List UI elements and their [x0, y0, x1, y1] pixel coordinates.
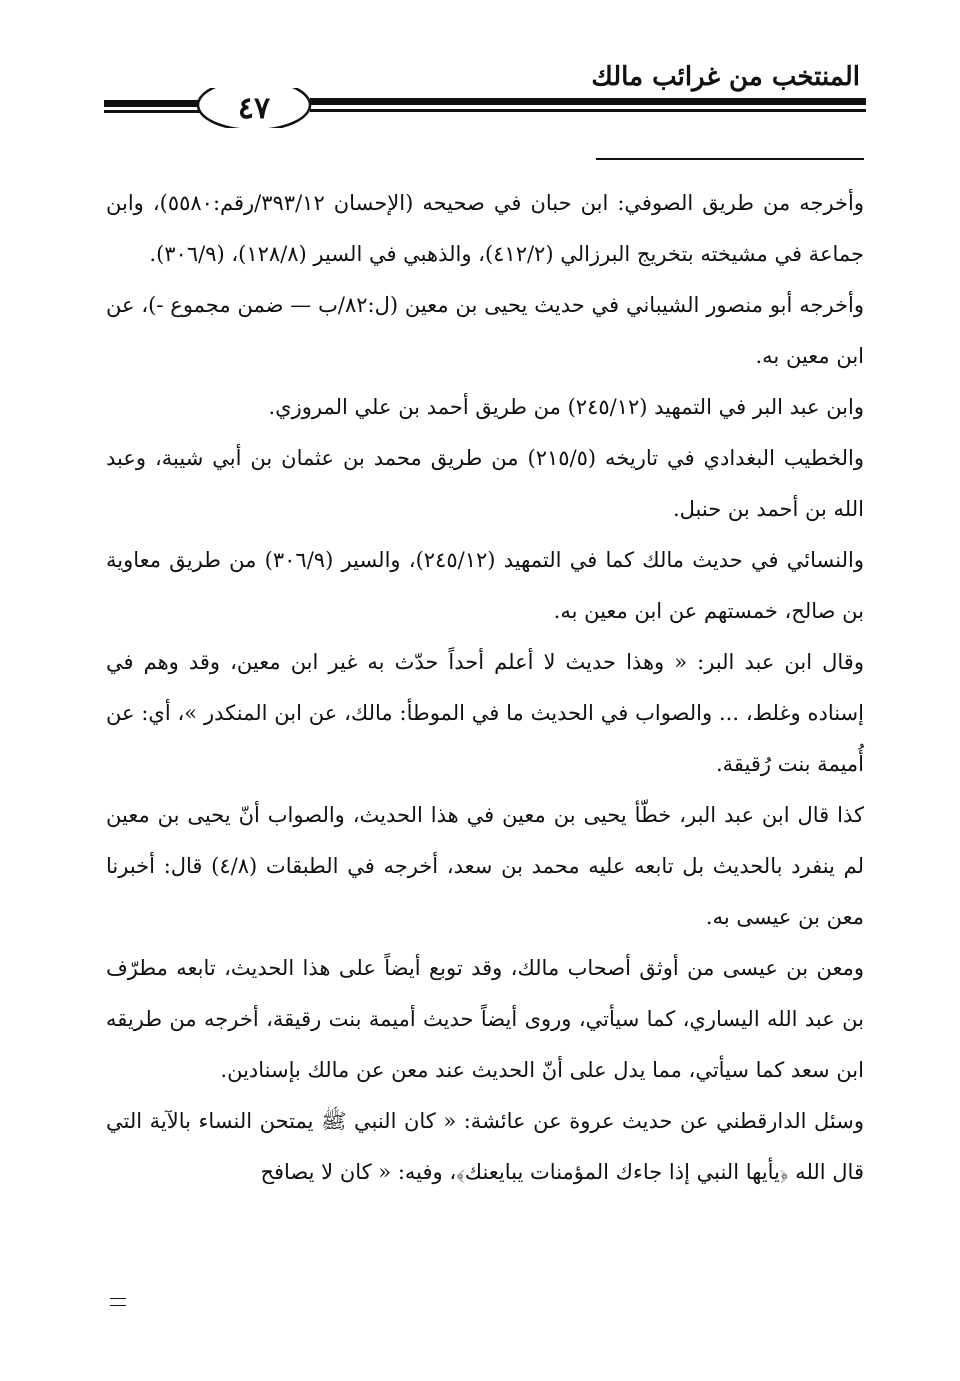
paragraph: ومعن بن عيسى من أوثق أصحاب مالك، وقد توبع أيضاً على هذا الحديث، تابعه مطرّف بن عبد الله اليساري، كما سيأتي، وروى أيضاً حديث أميمة بنت رقيقة، أخرجه من طريقه ابن سعد كما سيأتي، مما يدل على أنّ الحديث عند معن عن مالك بإسنادين.	[106, 956, 864, 1082]
page-number: ٤٧	[237, 90, 271, 126]
paragraph: وسئل الدارقطني عن حديث عروة عن عائشة: « كان النبي ﷺ يمتحن النساء بالآية التي قال الله ﴿يأيها النبي إذا جاءك المؤمنات يبايعنك﴾، وفيه: « كان لا يصافح	[106, 1109, 864, 1184]
paragraph: وابن عبد البر في التمهيد (٢٤٥/١٢) من طريق أحمد بن علي المروزي.	[268, 395, 864, 419]
paragraph: والخطيب البغدادي في تاريخه (٢١٥/٥) من طريق محمد بن عثمان بن أبي شيبة، وعبد الله بن أحمد بن حنبل.	[106, 446, 864, 521]
paragraph: والنسائي في حديث مالك كما في التمهيد (٢٤٥/١٢)، والسير (٣٠٦/٩) من طريق معاوية بن صالح، خمستهم عن ابن معين به.	[106, 548, 864, 623]
paragraph: كذا قال ابن عبد البر، خطّأ يحيى بن معين في هذا الحديث، والصواب أنّ يحيى بن معين لم ينفرد بالحديث بل تابعه عليه محمد بن سعد، أخرجه في الطبقات (٤/٨) قال: أخبرنا معن بن عيسى به.	[106, 803, 864, 929]
continuation-mark	[110, 1298, 126, 1306]
paragraph: وأخرجه أبو منصور الشيباني في حديث يحيى بن معين (ل:٨٢/ب — ضمن مجموع -)، عن ابن معين به.	[106, 293, 864, 368]
paragraph: وقال ابن عبد البر: « وهذا حديث لا أعلم أحداً حدّث به غير ابن معين، وقد وهم في إسناده وغلط، ... والصواب في الحديث ما في الموطأ: مالك، عن ابن المنكدر »، أي: عن أُميمة بنت رُقيقة.	[106, 650, 864, 776]
section-divider	[596, 158, 864, 160]
running-title: المنتخب من غرائب مالك	[591, 62, 860, 92]
paragraph: وأخرجه من طريق الصوفي: ابن حبان في صحيحه (الإحسان ٣٩٣/١٢/رقم:٥٥٨٠)، وابن جماعة في مشيخته بتخريج البرزالي (٤١٢/٢)، والذهبي في السير (١٢٨/٨)، (٣٠٦/٩).	[106, 191, 865, 266]
body-text	[106, 178, 864, 1198]
